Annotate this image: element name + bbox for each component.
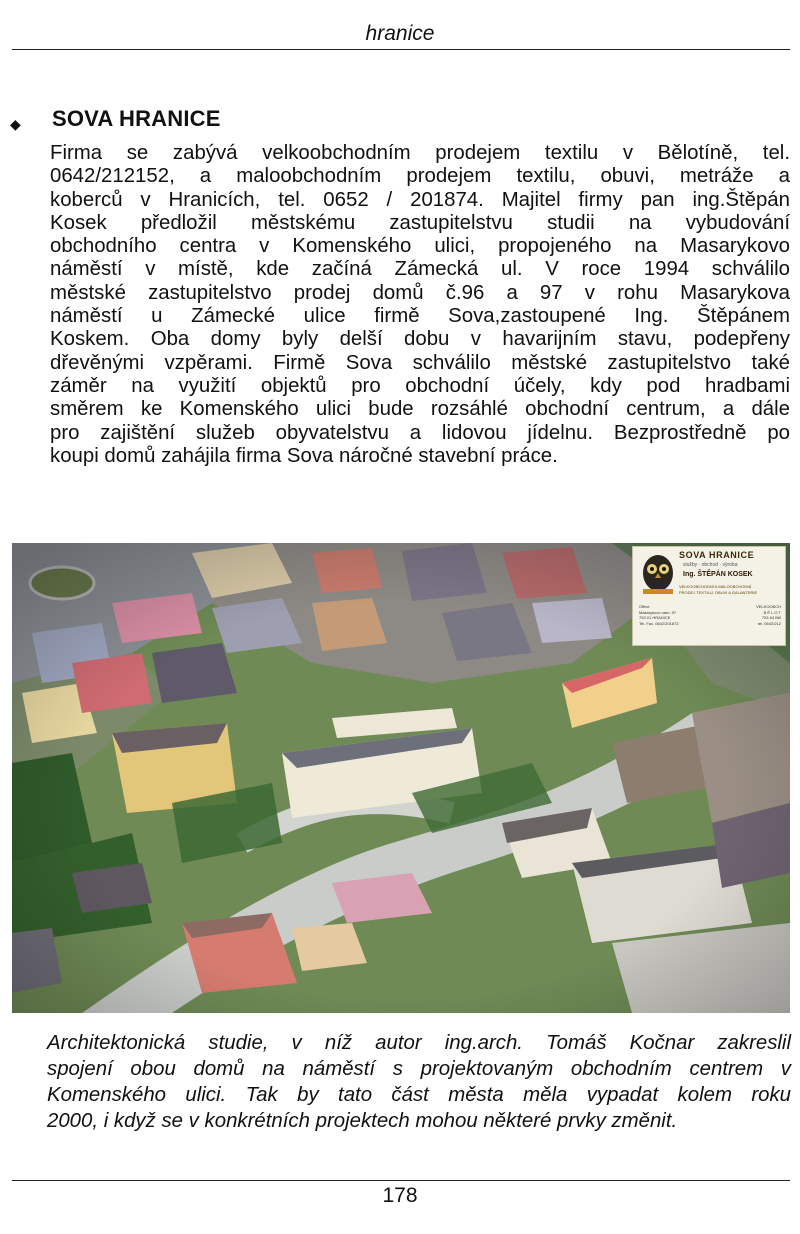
paragraph-line: koberců v Hranicích, tel. 0652 / 201874. Majitel firmy pan ing.Štěpán — [50, 188, 790, 211]
caption-line: 2000, i když se v konkrétních projektech mohou některé prvky změnit. — [47, 1110, 678, 1132]
paragraph-line: Firma se zabývá velkoobchodním prodejem textilu v Bělotíně, tel. — [50, 142, 790, 164]
paragraph-line: Koskem. Oba domy byly delší dobu v havarijním stavu, podepřeny — [50, 328, 790, 351]
paragraph-line: náměstí v místě, kde začíná Zámecká ul. V roce 1994 schválilo — [50, 258, 790, 281]
ad-line: PRODEJ TEXTILU, OBUVI A GALANTERIE — [679, 590, 758, 595]
caption-line: spojení obou domů na náměstí s projektovaným obchodním centrem v — [47, 1058, 791, 1080]
ad-warehouse-address: VELKOOBCH B Ě L O T 753 64 Běl tel. 0642/212 — [756, 604, 781, 626]
company-ad-card — [632, 546, 786, 646]
header-rule — [12, 49, 790, 50]
running-header: hranice — [365, 22, 435, 45]
paragraph-line: městské zastupitelstvo prodej domů č.96 a 97 v rohu Masarykova — [50, 281, 790, 304]
aerial-study-image — [12, 543, 790, 1013]
caption-line: Komenského ulici. Tak by tato část města měla vypadat kolem roku — [47, 1084, 791, 1106]
paragraph-line: obchodního centra v Komenského ulici, propojeného na Masarykovo — [50, 235, 790, 258]
body-paragraph — [50, 142, 790, 468]
ad-owner-name: Ing. ŠTĚPÁN KOSEK — [683, 571, 753, 578]
paragraph-line: směrem ke Komenského ulici bude rozsáhlé obchodní centrum, a dále — [50, 398, 790, 421]
paragraph-line: pro zajištění služeb obyvatelstvu a lidovou jídelnu. Bezprostředně po — [50, 421, 790, 444]
paragraph-line: 0642/212152, a maloobchodním prodejem textilu, obuvi, metráže a — [50, 165, 790, 188]
ad-office-address: Office: Masarykovo nám. 97 753 01 HRANICE Tel. Fax. 0642/201872 — [639, 604, 679, 626]
owl-logo-icon — [639, 553, 677, 597]
paragraph-line: Kosek předložil městskému zastupitelstvu studii na vybudování — [50, 211, 790, 234]
ad-line: VELKOOBCHODNÍ A MALOOBCHODNÍ — [679, 584, 752, 589]
ad-subtitle: služby · obchod · výroba — [683, 562, 738, 568]
caption-line: Architektonická studie, v níž autor ing.arch. Tomáš Kočnar zakreslil — [47, 1032, 791, 1054]
footer-rule — [12, 1180, 790, 1181]
paragraph-line: koupi domů zahájila firma Sova náročné stavební práce. — [50, 444, 558, 467]
paragraph-line: dřevěnými vzpěrami. Firmě Sova schválilo městské zastupitelstvo také — [50, 351, 790, 374]
page-number: 178 — [382, 1184, 418, 1207]
ad-title: SOVA HRANICE — [679, 550, 755, 560]
bullet-icon: ◆ — [10, 116, 21, 132]
section-heading: SOVA HRANICE — [52, 106, 221, 131]
figure-caption — [47, 1030, 791, 1134]
paragraph-line: náměstí u Zámecké ulice firmě Sova,zastoupené Ing. Štěpánem — [50, 305, 790, 328]
paragraph-line: záměr na využití objektů pro obchodní účely, kdy pod hradbami — [50, 374, 790, 397]
